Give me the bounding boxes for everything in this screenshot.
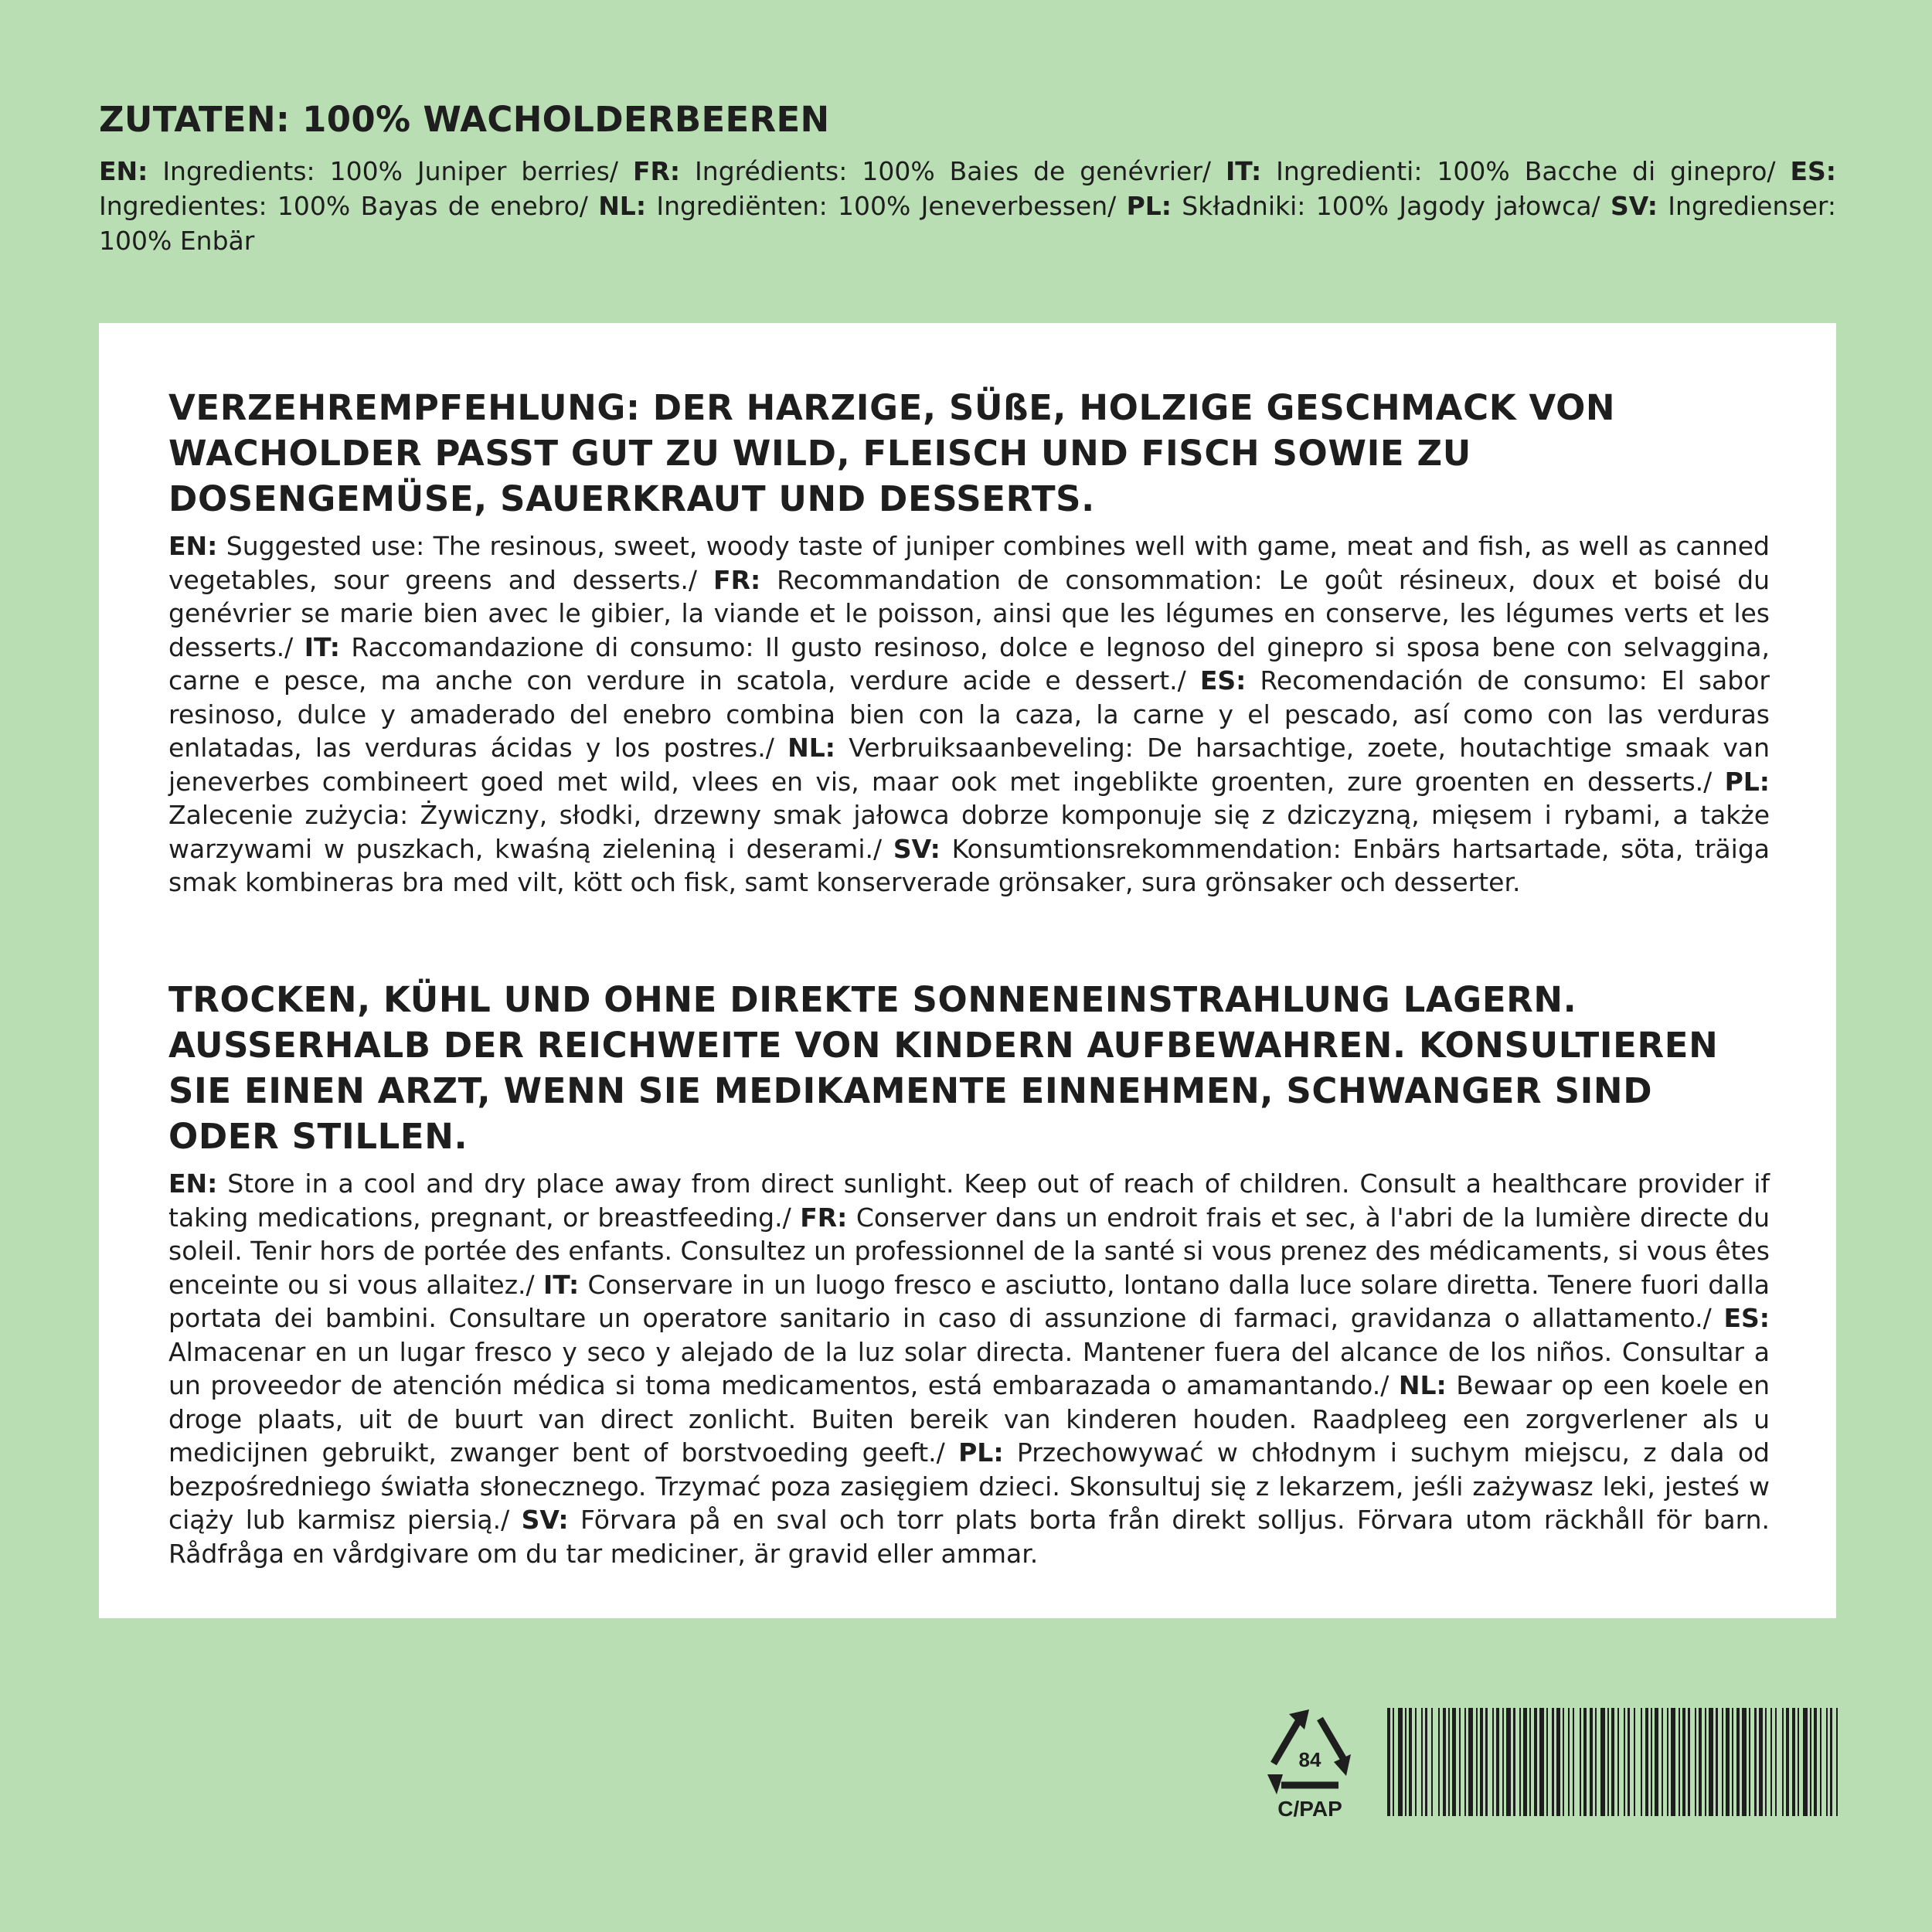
barcode-bar bbox=[1421, 1708, 1423, 1816]
usage-pl: Zalecenie zużycia: Żywiczny, słodki, drzewny smak jałowca dobrze komponuje się z dziczyzną, mięsem i rybami, a także warzywami w puszkach, kwaśną zieleniną i deserami./ bbox=[168, 800, 1770, 864]
ingredients-it: Ingredienti: 100% Bacche di ginepro/ bbox=[1261, 156, 1791, 186]
barcode-bar bbox=[1709, 1708, 1713, 1816]
barcode-bar bbox=[1634, 1708, 1635, 1816]
barcode-bar bbox=[1667, 1708, 1668, 1816]
barcode-bar bbox=[1722, 1708, 1723, 1816]
ingredients-fr: Ingrédients: 100% Baies de genévrier/ bbox=[680, 156, 1226, 186]
storage-nl: Bewaar op een koele en droge plaats, uit de buurt van direct zonlicht. Buiten bereik van kinderen houden. Raadpleeg een zorgverlener als u medicijnen gebruikt, zwanger bent of borstvoeding geeft./ bbox=[168, 1370, 1770, 1468]
barcode-bar bbox=[1492, 1708, 1494, 1816]
barcode-bar bbox=[1398, 1708, 1403, 1816]
barcode-bar bbox=[1759, 1708, 1763, 1816]
barcode-bar bbox=[1830, 1708, 1832, 1816]
ingredients-translations bbox=[99, 154, 1836, 258]
recycle-arrow-left bbox=[1274, 1719, 1300, 1764]
lang-code-nl: NL: bbox=[787, 733, 835, 763]
barcode-bar bbox=[1645, 1708, 1648, 1816]
recycle-icon bbox=[1260, 1708, 1360, 1824]
info-panel bbox=[99, 323, 1836, 1618]
barcode-bar bbox=[1513, 1708, 1515, 1816]
usage-es: Recomendación de consumo: El sabor resinoso, dulce y amaderado del enebro combina bien con la caza, la carne y el pescado, así como con las verduras enlatadas, las verduras ácidas y los postres./ bbox=[168, 665, 1770, 763]
barcode-bar bbox=[1595, 1708, 1597, 1816]
ingredients-en: Ingredients: 100% Juniper berries/ bbox=[148, 156, 633, 186]
barcode-bar bbox=[1682, 1708, 1685, 1816]
barcode-bar bbox=[1480, 1708, 1483, 1816]
barcode-bar bbox=[1459, 1708, 1461, 1816]
barcode-bar bbox=[1826, 1708, 1828, 1816]
storage-pl: Przechowywać w chłodnym i suchym miejscu, z dala od bezpośredniego światła słonecznego. Trzymać poza zasięgiem dzieci. Skonsultuj się z lekarzem, jeśli zażywasz leki, jesteś w ciąży lub karmisz piersią./ bbox=[168, 1437, 1770, 1535]
barcode-bar bbox=[1485, 1708, 1488, 1816]
barcode-bar bbox=[1568, 1708, 1570, 1816]
usage-title: VERZEHREMPFEHLUNG: DER HARZIGE, SÜßE, HOLZIGE GESCHMACK VON WACHOLDER PASST GUT ZU WILD, FLEISCH UND FISCH SOWIE ZU DOSENGEMÜSE, SAUERKRAUT UND DESSERTS. bbox=[168, 387, 1616, 519]
lang-code-pl: PL: bbox=[1724, 766, 1770, 797]
barcode-bar bbox=[1699, 1708, 1702, 1816]
ingredients-title: ZUTATEN: 100% WACHOLDERBEEREN bbox=[99, 99, 830, 140]
lang-code-pl: PL: bbox=[1126, 191, 1172, 221]
barcode-bar bbox=[1679, 1708, 1680, 1816]
recycle-arrow-right bbox=[1320, 1719, 1346, 1764]
barcode-bar bbox=[1624, 1708, 1625, 1816]
barcode-bar bbox=[1662, 1708, 1663, 1816]
barcode-bar bbox=[1798, 1708, 1799, 1816]
usage-fr: Recommandation de consommation: Le goût résineux, doux et boisé du genévrier se marie bien avec le gibier, la viande et le poisson, ainsi que les légumes en conserve, les légumes verts et les desserts./ bbox=[168, 564, 1770, 662]
recycle-number: 84 bbox=[1298, 1748, 1321, 1771]
barcode-bar bbox=[1770, 1708, 1772, 1816]
storage-section bbox=[168, 977, 1770, 1570]
lang-code-en: EN: bbox=[99, 156, 148, 186]
usage-translations bbox=[168, 529, 1770, 900]
barcode-bar bbox=[1617, 1708, 1619, 1816]
barcode-bar bbox=[1425, 1708, 1427, 1816]
barcode-bar bbox=[1523, 1708, 1527, 1816]
barcode-bar bbox=[1438, 1708, 1440, 1816]
barcode-bar bbox=[1580, 1708, 1581, 1816]
usage-nl: Verbruiksaanbeveling: De harsachtige, zoete, houtachtige smaak van jeneverbes combineert goed met wild, vlees en vis, maar ook met ingeblikte groenten, zure groenten en desserts./ bbox=[168, 733, 1770, 797]
usage-it: Raccomandazione di consumo: Il gusto resinoso, dolce e legnoso del ginepro si sposa bene con selvaggina, carne e pesce, ma anche con verdure in scatola, verdure acide e dessert./ bbox=[168, 631, 1770, 696]
recycle-label: C/PAP bbox=[1277, 1797, 1342, 1821]
usage-sv: Konsumtionsrekommendation: Enbärs hartsartade, söta, träiga smak kombineras bra med vilt, kött och fisk, samt konserverade grönsaker, sura grönsaker och desserter. bbox=[168, 833, 1770, 897]
barcode-bar bbox=[1742, 1708, 1747, 1816]
storage-en: Store in a cool and dry place away from direct sunlight. Keep out of reach of children. Consult a healthcare provider if taking medications, pregnant, or breastfeeding./ bbox=[168, 1168, 1770, 1233]
ingredients-es: Ingredientes: 100% Bayas de enebro/ bbox=[99, 191, 599, 221]
barcode-bar bbox=[1814, 1708, 1817, 1816]
lang-code-es: ES: bbox=[1790, 156, 1836, 186]
barcode-bar bbox=[1754, 1708, 1757, 1816]
barcode-bar bbox=[1563, 1708, 1564, 1816]
barcode-bar bbox=[1590, 1708, 1593, 1816]
usage-en: Suggested use: The resinous, sweet, woody taste of juniper combines well with game, meat and fish, as well as canned vegetables, sour greens and desserts./ bbox=[168, 531, 1770, 595]
lang-code-es: ES: bbox=[1199, 665, 1247, 696]
barcode-bar bbox=[1786, 1708, 1789, 1816]
barcode-bar bbox=[1688, 1708, 1690, 1816]
barcode-bar bbox=[1836, 1708, 1838, 1816]
storage-it: Conservare in un luogo fresco e asciutto, lontano dalla luce solare diretta. Tenere fuori dalla portata dei bambini. Consultare un operatore sanitario in caso di assunzione di farmaci, gravidanza o allattamento./ bbox=[168, 1269, 1770, 1333]
barcode-bar bbox=[1415, 1708, 1417, 1816]
barcode-bar bbox=[1556, 1708, 1560, 1816]
barcode-bar bbox=[1387, 1708, 1390, 1816]
barcode-bar bbox=[1502, 1708, 1504, 1816]
barcode-bar bbox=[1628, 1708, 1630, 1816]
barcode-bar bbox=[1611, 1708, 1614, 1816]
barcode-bar bbox=[1393, 1708, 1394, 1816]
barcode-bar bbox=[1607, 1708, 1609, 1816]
barcode bbox=[1387, 1708, 1843, 1816]
lang-code-fr: FR: bbox=[632, 156, 681, 186]
lang-code-sv: SV: bbox=[893, 833, 940, 864]
barcode-bar bbox=[1655, 1708, 1658, 1816]
barcode-bar bbox=[1651, 1708, 1652, 1816]
barcode-bar bbox=[1552, 1708, 1554, 1816]
barcode-bar bbox=[1546, 1708, 1548, 1816]
barcode-bar bbox=[1405, 1708, 1406, 1816]
barcode-bar bbox=[1671, 1708, 1675, 1816]
barcode-bar bbox=[1782, 1708, 1784, 1816]
barcode-bar bbox=[1810, 1708, 1811, 1816]
lang-code-fr: FR: bbox=[800, 1202, 848, 1233]
ingredients-section bbox=[99, 99, 1836, 258]
barcode-bar bbox=[1476, 1708, 1478, 1816]
storage-title: TROCKEN, KÜHL UND OHNE DIREKTE SONNENEINSTRAHLUNG LAGERN. AUSSERHALB DER REICHWEITE VON KINDERN AUFBEWAHREN. KONSULTIEREN SIE EINEN ARZT, WENN SIE MEDIKAMENTE EINNEHMEN, SCHWANGER SIND ODER STILLEN. bbox=[168, 979, 1719, 1157]
barcode-bar bbox=[1726, 1708, 1730, 1816]
lang-code-nl: NL: bbox=[1398, 1370, 1447, 1400]
ingredients-sv: Ingredienser: 100% Enbär bbox=[99, 191, 1836, 256]
barcode-bar bbox=[1496, 1708, 1499, 1816]
lang-code-it: IT: bbox=[304, 631, 340, 662]
lang-code-fr: FR: bbox=[713, 564, 761, 595]
lang-code-nl: NL: bbox=[598, 191, 647, 221]
barcode-bar bbox=[1749, 1708, 1750, 1816]
lang-code-en: EN: bbox=[168, 531, 218, 561]
barcode-bar bbox=[1468, 1708, 1473, 1816]
barcode-bar bbox=[1600, 1708, 1605, 1816]
barcode-bar bbox=[1534, 1708, 1537, 1816]
lang-code-es: ES: bbox=[1723, 1303, 1770, 1333]
barcode-bar bbox=[1583, 1708, 1587, 1816]
lang-code-sv: SV: bbox=[1610, 191, 1658, 221]
lang-code-it: IT: bbox=[1226, 156, 1262, 186]
barcode-bar bbox=[1539, 1708, 1544, 1816]
barcode-bar bbox=[1820, 1708, 1821, 1816]
barcode-bar bbox=[1803, 1708, 1808, 1816]
barcode-bar bbox=[1519, 1708, 1521, 1816]
barcode-bar bbox=[1573, 1708, 1574, 1816]
barcode-bar bbox=[1464, 1708, 1466, 1816]
barcode-bar bbox=[1431, 1708, 1433, 1816]
barcode-bar bbox=[1409, 1708, 1412, 1816]
lang-code-pl: PL: bbox=[958, 1437, 1004, 1468]
barcode-bar bbox=[1443, 1708, 1446, 1816]
barcode-bar bbox=[1641, 1708, 1642, 1816]
barcode-bar bbox=[1775, 1708, 1777, 1816]
ingredients-nl: Ingrediënten: 100% Jeneverbessen/ bbox=[646, 191, 1127, 221]
barcode-bar bbox=[1448, 1708, 1450, 1816]
storage-es: Almacenar en un lugar fresco y seco y alejado de la luz solar directa. Mantener fuera del alcance de los niños. Consultar a un proveedor de atención médica si toma medicamentos, está embarazada o amamantando./ bbox=[168, 1336, 1770, 1400]
barcode-bar bbox=[1732, 1708, 1733, 1816]
usage-section bbox=[168, 385, 1770, 900]
barcode-bar bbox=[1705, 1708, 1706, 1816]
lang-code-it: IT: bbox=[543, 1269, 580, 1300]
barcode-bar bbox=[1716, 1708, 1718, 1816]
barcode-bar bbox=[1792, 1708, 1795, 1816]
barcode-bar bbox=[1736, 1708, 1740, 1816]
ingredients-pl: Składniki: 100% Jagody jałowca/ bbox=[1172, 191, 1611, 221]
barcode-bar bbox=[1765, 1708, 1767, 1816]
barcode-bar bbox=[1452, 1708, 1456, 1816]
barcode-bar bbox=[1695, 1708, 1696, 1816]
storage-fr: Conserver dans un endroit frais et sec, à l'abri de la lumière directe du soleil. Tenir hors de portée des enfants. Consultez un professionnel de la santé si vous prenez des médicaments, si vous êtes enceinte ou si vous allaitez./ bbox=[168, 1202, 1770, 1300]
barcode-bar bbox=[1529, 1708, 1531, 1816]
lang-code-en: EN: bbox=[168, 1168, 218, 1199]
storage-sv: Förvara på en sval och torr plats borta från direkt solljus. Förvara utom räckhåll för barn. Rådfråga en vårdgivare om du tar mediciner, är gravid eller ammar. bbox=[168, 1505, 1770, 1569]
barcode-bar bbox=[1506, 1708, 1511, 1816]
storage-translations bbox=[168, 1167, 1770, 1570]
lang-code-sv: SV: bbox=[521, 1505, 569, 1535]
